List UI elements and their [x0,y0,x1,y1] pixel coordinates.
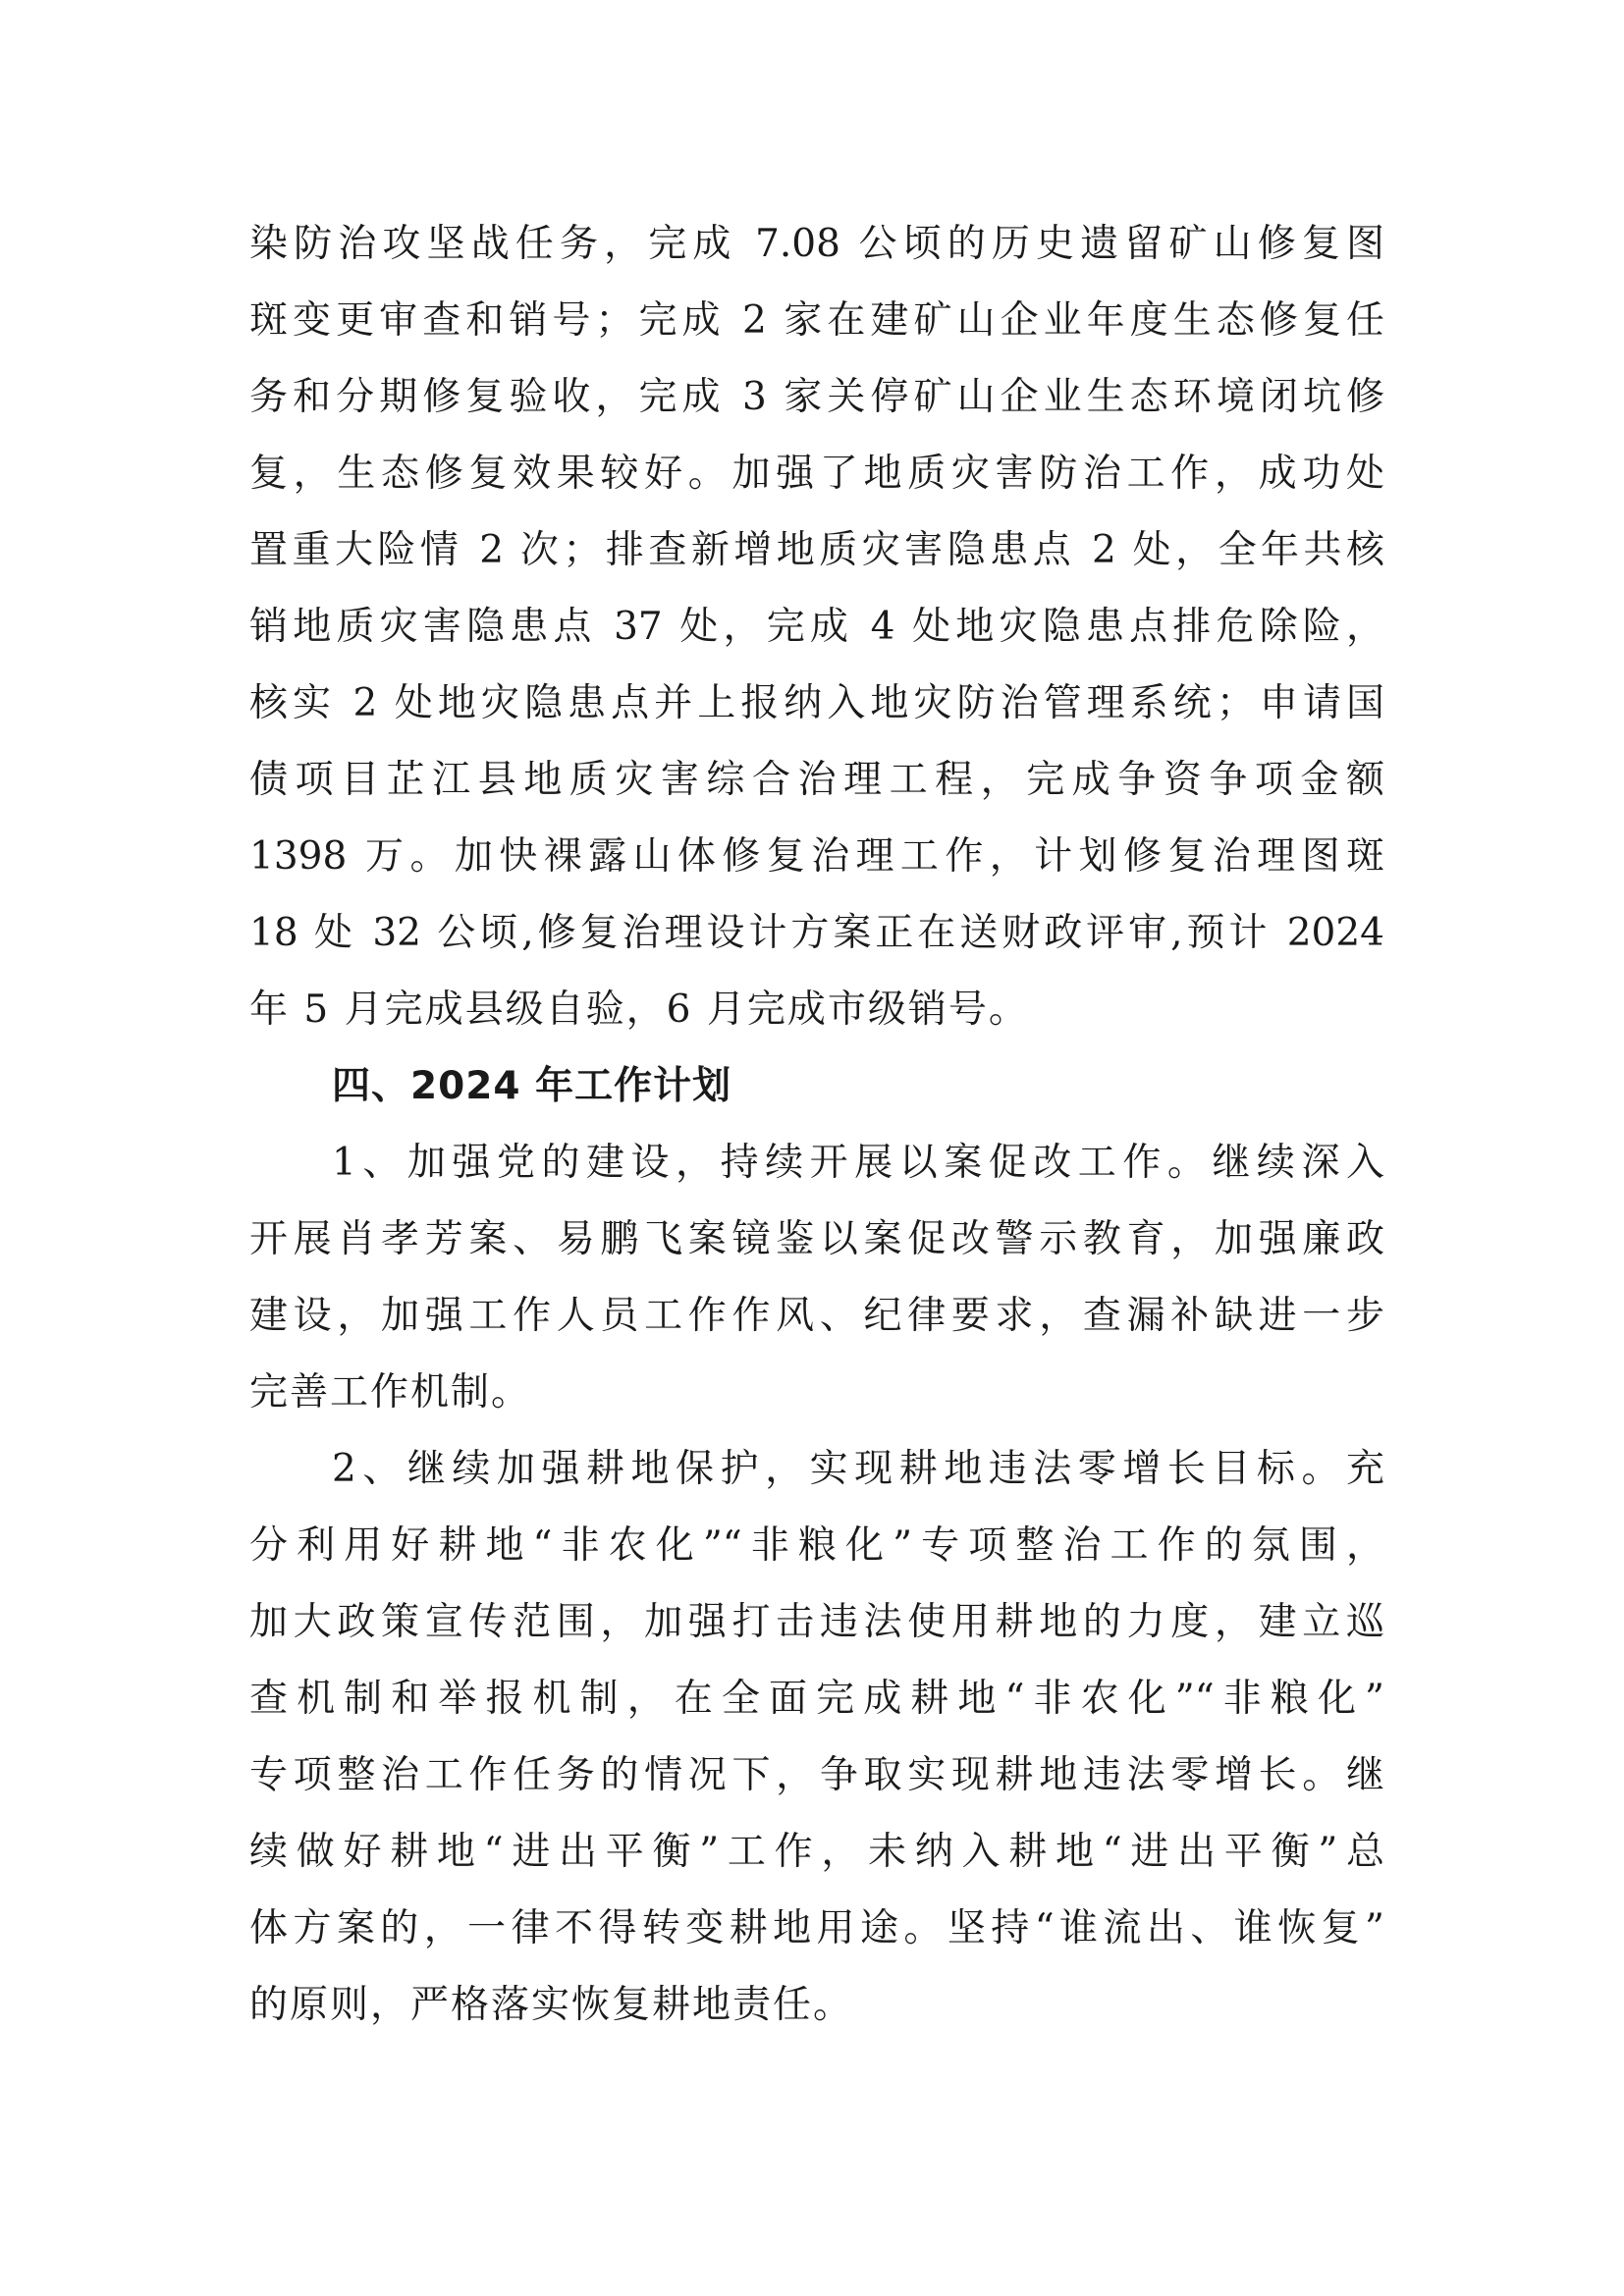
paragraph-line: 置重大险情 2 次；排查新增地质灾害隐患点 2 处，全年共核 [249,528,1384,572]
paragraph-line: 查机制和举报机制，在全面完成耕地“非农化”“非粮化” [249,1677,1384,1721]
paragraph-line: 开展肖孝芳案、易鹏飞案镜鉴以案促改警示教育，加强廉政 [249,1217,1384,1261]
section-heading: 四、2024 年工作计划 [332,1064,732,1108]
paragraph-line: 务和分期修复验收，完成 3 家关停矿山企业生态环境闭坑修 [249,375,1384,419]
paragraph-line: 18 处 32 公顷,修复治理设计方案正在送财政评审,预计 2024 [249,911,1384,955]
paragraph-line: 1398 万。加快裸露山体修复治理工作，计划修复治理图斑 [249,834,1384,879]
paragraph-line: 2、继续加强耕地保护，实现耕地违法零增长目标。充 [332,1447,1384,1491]
paragraph-line: 年 5 月完成县级自验，6 月完成市级销号。 [249,988,1029,1032]
paragraph-line: 核实 2 处地灾隐患点并上报纳入地灾防治管理系统；申请国 [249,681,1384,725]
paragraph-line: 建设，加强工作人员工作作风、纪律要求，查漏补缺进一步 [249,1294,1384,1338]
paragraph-line: 体方案的，一律不得转变耕地用途。坚持“谁流出、谁恢复” [249,1906,1384,1950]
paragraph-line: 1、加强党的建设，持续开展以案促改工作。继续深入 [332,1141,1384,1185]
paragraph-line: 债项目芷江县地质灾害综合治理工程，完成争资争项金额 [249,758,1384,802]
document-body [249,206,1384,2044]
paragraph-line: 染防治攻坚战任务，完成 7.08 公顷的历史遗留矿山修复图 [249,222,1384,266]
paragraph-line: 复，生态修复效果较好。加强了地质灾害防治工作，成功处 [249,452,1384,496]
paragraph-line: 销地质灾害隐患点 37 处，完成 4 处地灾隐患点排危除险， [249,605,1384,649]
paragraph-line: 斑变更审查和销号；完成 2 家在建矿山企业年度生态修复任 [249,298,1384,343]
paragraph-line: 完善工作机制。 [249,1370,532,1415]
paragraph-line: 的原则，严格落实恢复耕地责任。 [249,1983,854,2027]
paragraph-line: 专项整治工作任务的情况下，争取实现耕地违法零增长。继 [249,1753,1384,1797]
paragraph-line: 续做好耕地“进出平衡”工作，未纳入耕地“进出平衡”总 [249,1830,1384,1874]
paragraph-line: 分利用好耕地“非农化”“非粮化”专项整治工作的氛围， [249,1523,1384,1568]
paragraph-line: 加大政策宣传范围，加强打击违法使用耕地的力度，建立巡 [249,1600,1384,1644]
